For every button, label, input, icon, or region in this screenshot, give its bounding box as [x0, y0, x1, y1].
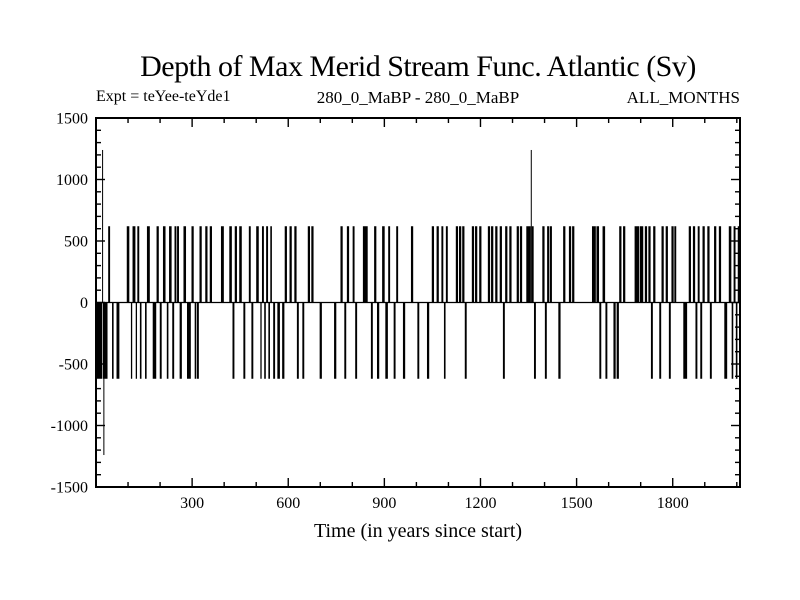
data-pulse: [613, 303, 615, 379]
data-pulse: [195, 303, 197, 379]
data-pulse: [297, 303, 299, 379]
x-tick-label: 1800: [656, 495, 689, 512]
data-pulse: [385, 303, 388, 379]
x-tick-label: 600: [276, 495, 301, 512]
data-pulse: [563, 226, 565, 302]
data-pulse: [648, 226, 650, 302]
data-pulse: [603, 226, 606, 302]
data-pulse: [542, 226, 544, 302]
data-pulse: [619, 226, 621, 302]
data-pulse: [239, 226, 242, 302]
data-pulse: [277, 303, 280, 379]
data-pulse: [531, 150, 532, 303]
data-pulse: [140, 303, 142, 379]
data-pulse: [651, 303, 653, 379]
data-pulse: [509, 226, 511, 302]
data-pulse: [558, 303, 560, 379]
data-pulse: [517, 226, 519, 302]
data-pulse: [520, 226, 522, 302]
data-pulse: [703, 226, 705, 302]
data-pulse: [197, 303, 199, 379]
data-pulse: [734, 226, 736, 302]
data-pulse: [669, 303, 671, 379]
data-pulse: [666, 226, 668, 302]
data-pulse: [732, 303, 734, 379]
data-pulse: [534, 303, 536, 379]
data-pulse: [640, 226, 644, 302]
data-pulse: [311, 226, 313, 302]
x-tick-label: 1200: [464, 495, 497, 512]
data-pulse: [547, 226, 549, 302]
data-pulse: [294, 226, 296, 302]
data-pulse: [729, 226, 732, 302]
data-pulse: [465, 303, 467, 379]
data-pulse: [388, 226, 390, 302]
data-pulse: [437, 226, 439, 302]
data-pulse: [374, 226, 376, 302]
data-pulse: [446, 226, 448, 302]
data-pulse: [569, 226, 571, 302]
data-pulse: [268, 303, 270, 379]
data-pulse: [411, 226, 413, 302]
data-pulse: [724, 303, 727, 379]
data-pulse: [671, 226, 673, 302]
data-pulse: [157, 226, 159, 302]
data-pulse: [427, 303, 429, 379]
data-pulse: [617, 303, 619, 379]
data-pulse: [290, 226, 292, 302]
data-pulse: [137, 226, 139, 302]
data-pulse: [495, 226, 497, 302]
y-tick-label: 1500: [56, 110, 88, 128]
data-pulse: [199, 226, 201, 302]
data-pulse: [459, 226, 461, 302]
data-pulse: [545, 303, 547, 379]
dataset-label: 280_0_MaBP - 280_0_MaBP: [316, 88, 520, 107]
data-pulse: [145, 303, 147, 379]
data-pulse: [102, 150, 103, 303]
data-pulse: [108, 226, 110, 302]
data-pulse: [133, 226, 136, 302]
data-pulse: [175, 226, 177, 302]
data-pulse: [232, 303, 234, 379]
data-pulse: [714, 226, 716, 302]
data-pulse: [334, 303, 336, 379]
data-pulse: [163, 226, 166, 302]
data-pulse: [353, 226, 355, 302]
x-tick-label: 300: [180, 495, 205, 512]
months-label: ALL_MONTHS: [626, 88, 740, 107]
data-pulse: [273, 303, 275, 379]
data-pulse: [526, 226, 530, 302]
data-pulse: [432, 226, 434, 302]
data-pulse: [282, 303, 284, 379]
data-pulse: [719, 226, 721, 302]
data-pulse: [462, 226, 464, 302]
data-pulse: [488, 226, 490, 302]
experiment-label: Expt = teYee-teYde1: [96, 88, 231, 105]
data-pulse: [172, 303, 174, 379]
data-pulse: [707, 226, 709, 302]
data-pulse: [243, 303, 245, 379]
data-pulse: [695, 303, 697, 379]
data-pulse: [693, 226, 695, 302]
chart-title: Depth of Max Merid Stream Func. Atlantic (Sv): [140, 50, 696, 83]
data-pulse: [662, 226, 664, 302]
data-pulse: [127, 226, 130, 302]
y-tick-label: -500: [58, 356, 88, 374]
data-pulse: [599, 303, 601, 379]
data-pulse: [344, 303, 346, 379]
data-pulse: [136, 303, 137, 379]
data-pulse: [710, 303, 712, 379]
data-pulse: [396, 226, 398, 302]
data-pulse: [180, 303, 182, 379]
data-pulse: [394, 303, 396, 379]
data-pulse: [205, 226, 207, 302]
y-tick-label: -1500: [50, 479, 88, 497]
x-axis-title: Time (in years since start): [313, 520, 523, 542]
data-pulse: [229, 226, 232, 302]
data-pulse: [235, 226, 237, 302]
data-pulse: [500, 226, 502, 302]
data-pulse: [441, 226, 443, 302]
data-pulse: [249, 226, 251, 302]
data-pulse: [251, 303, 253, 379]
data-pulse: [187, 303, 191, 379]
data-pulse: [674, 226, 676, 302]
data-pulse: [371, 303, 373, 379]
data-pulse: [320, 303, 322, 379]
data-pulse: [550, 226, 552, 302]
data-pulse: [491, 226, 493, 302]
data-pulse: [417, 303, 419, 379]
data-pulse: [377, 303, 379, 379]
data-pulse: [256, 226, 259, 302]
data-pulse: [260, 303, 261, 379]
data-pulse: [302, 303, 304, 379]
y-tick-label: 0: [80, 295, 88, 312]
x-tick-label: 900: [372, 495, 397, 512]
data-pulse: [700, 303, 702, 379]
data-pulse: [285, 226, 287, 302]
x-tick-label: 1500: [560, 495, 593, 512]
data-pulse: [683, 303, 687, 379]
data-pulse: [382, 226, 385, 302]
data-pulse: [183, 226, 186, 302]
data-pulse: [653, 226, 655, 302]
data-pulse: [635, 226, 639, 302]
data-pulse: [112, 303, 114, 379]
data-pulse: [104, 303, 108, 379]
data-pulse: [472, 226, 474, 302]
data-pulse: [698, 226, 700, 302]
data-pulse: [503, 303, 505, 379]
y-tick-label: -1000: [50, 418, 88, 435]
y-tick-label: 500: [64, 233, 88, 251]
data-pulse: [340, 226, 342, 302]
data-pulse: [153, 303, 157, 379]
data-pulse: [444, 303, 446, 379]
data-pulse: [475, 226, 477, 302]
data-pulse: [160, 303, 162, 379]
data-pulse: [131, 303, 132, 379]
data-pulse: [505, 226, 507, 302]
data-pulse: [645, 226, 647, 302]
data-pulse: [403, 303, 405, 379]
data-pulse: [221, 226, 224, 302]
data-pulse: [363, 226, 368, 302]
data-pulse: [210, 226, 212, 302]
data-pulse: [147, 226, 150, 302]
data-pulse: [308, 226, 310, 302]
data-pulse: [117, 303, 120, 379]
data-pulse: [264, 303, 266, 379]
data-pulse: [592, 226, 596, 302]
data-pulse: [689, 226, 691, 302]
data-pulse: [347, 226, 349, 302]
data-pulse: [266, 226, 268, 302]
data-pulse: [479, 226, 481, 302]
data-pulse: [623, 226, 625, 302]
data-pulse: [532, 226, 534, 302]
data-pulse: [659, 303, 661, 379]
data-pulse: [169, 226, 172, 302]
data-pulse: [167, 303, 169, 379]
y-tick-label: 1000: [56, 172, 88, 189]
data-pulse: [456, 226, 458, 302]
data-pulse: [736, 303, 738, 379]
data-pulse: [605, 303, 607, 379]
data-pulse: [177, 226, 179, 302]
data-pulse: [572, 226, 574, 302]
data-pulse: [355, 303, 357, 379]
data-pulse: [270, 226, 272, 302]
data-pulse: [596, 226, 599, 302]
data-pulse: [262, 226, 264, 302]
data-pulse: [191, 226, 193, 302]
